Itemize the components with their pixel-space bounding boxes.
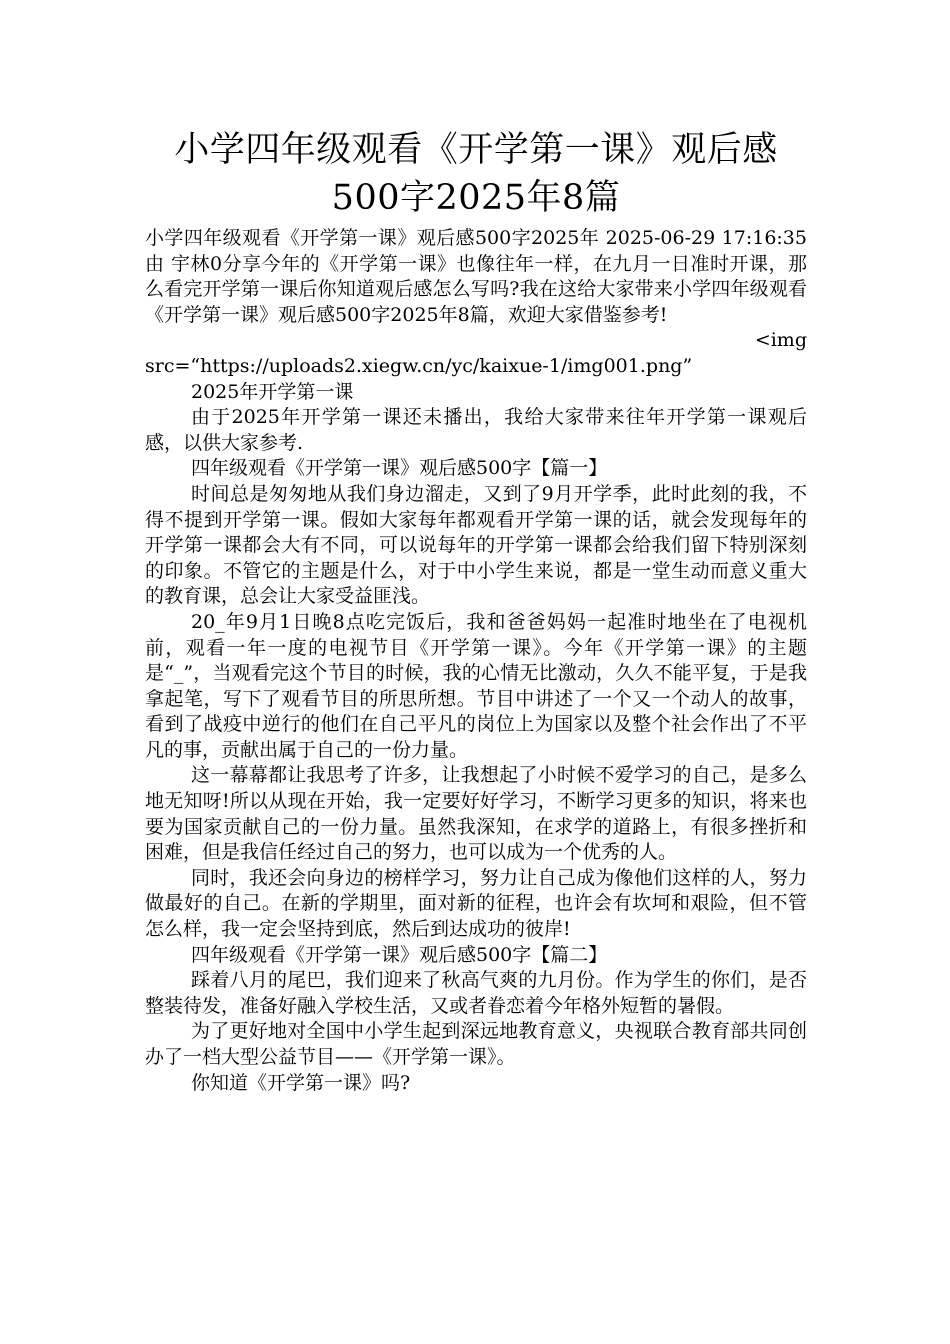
essay1-paragraph-2: 20_年9月1日晚8点吃完饭后，我和爸爸妈妈一起准时地坐在了电视机前，观看一年一度的电视节目《开学第一课》。今年《开学第一课》的主题是“_”，当观看完这个节目的时候，我的心情无比激动，久久不能平复，于是我拿起笔，写下了观看节目的所思所想。节目中讲述了一个又一个动人的故事，看到了战疫中逆行的他们在自己平凡的岗位上为国家以及整个社会作出了不平凡的事，贡献出属于自己的一份力量。: [145, 610, 807, 761]
essay2-heading: 四年级观看《开学第一课》观后感500字【篇二】: [191, 943, 608, 966]
essay1-paragraph-3: 这一幕幕都让我思考了许多，让我想起了小时候不爱学习的自己，是多么地无知呀!所以从现在开始，我一定要好好学习，不断学习更多的知识，将来也要为国家贡献自己的一份力量。虽然我深知，在求学的道路上，有很多挫折和困难，但是我信任经过自己的努力，也可以成为一个优秀的人。: [145, 764, 807, 864]
essay1-heading: 四年级观看《开学第一课》观后感500字【篇一】: [191, 457, 608, 480]
section-note: 由于2025年开学第一课还未播出，我给大家带来往年开学第一课观后感，以供大家参考.: [145, 406, 807, 454]
section-heading: 2025年开学第一课: [191, 380, 354, 403]
intro-paragraph: 小学四年级观看《开学第一课》观后感500字2025年 2025-06-29 17:16:35 由 宇林0分享今年的《开学第一课》也像往年一样，在九月一日准时开课，那么看完开学第一课后你知道观后感怎么写吗?我在这给大家带来小学四年级观看《开学第一课》观后感500字2025年8篇，欢迎大家借鉴参考!: [145, 227, 807, 326]
img-tag-open: <img: [754, 329, 807, 352]
essay2-paragraph-2: 为了更好地对全国中小学生起到深远地教育意义，央视联合教育部共同创办了一档大型公益节目——《开学第一课》。: [145, 1020, 807, 1068]
essay2-paragraph-3: 你知道《开学第一课》吗?: [191, 1071, 411, 1094]
img-src-text: src=“https://uploads2.xiegw.cn/yc/kaixue-1/img001.png”: [145, 354, 693, 377]
essay1-paragraph-4: 同时，我还会向身边的榜样学习，努力让自己成为像他们这样的人，努力做最好的自己。在新的学期里，面对新的征程，也许会有坎坷和艰险，但不管怎么样，我一定会坚持到底，然后到达成功的彼岸!: [145, 866, 807, 941]
essay1-paragraph-1: 时间总是匆匆地从我们身边溜走，又到了9月开学季，此时此刻的我，不得不提到开学第一课。假如大家每年都观看开学第一课的话，就会发现每年的开学第一课都会大有不同，可以说每年的开学第一课都会给我们留下特别深刻的印象。不管它的主题是什么，对于中小学生来说，都是一堂生动而意义重大的教育课，总会让大家受益匪浅。: [145, 482, 807, 608]
document-page: [145, 126, 807, 1096]
essay2-paragraph-1: 踩着八月的尾巴，我们迎来了秋高气爽的九月份。作为学生的你们，是否整装待发，准备好融入学校生活，又或者眷恋着今年格外短暂的暑假。: [145, 969, 807, 1017]
document-title: 小学四年级观看《开学第一课》观后感500字2025年8篇: [174, 130, 778, 218]
